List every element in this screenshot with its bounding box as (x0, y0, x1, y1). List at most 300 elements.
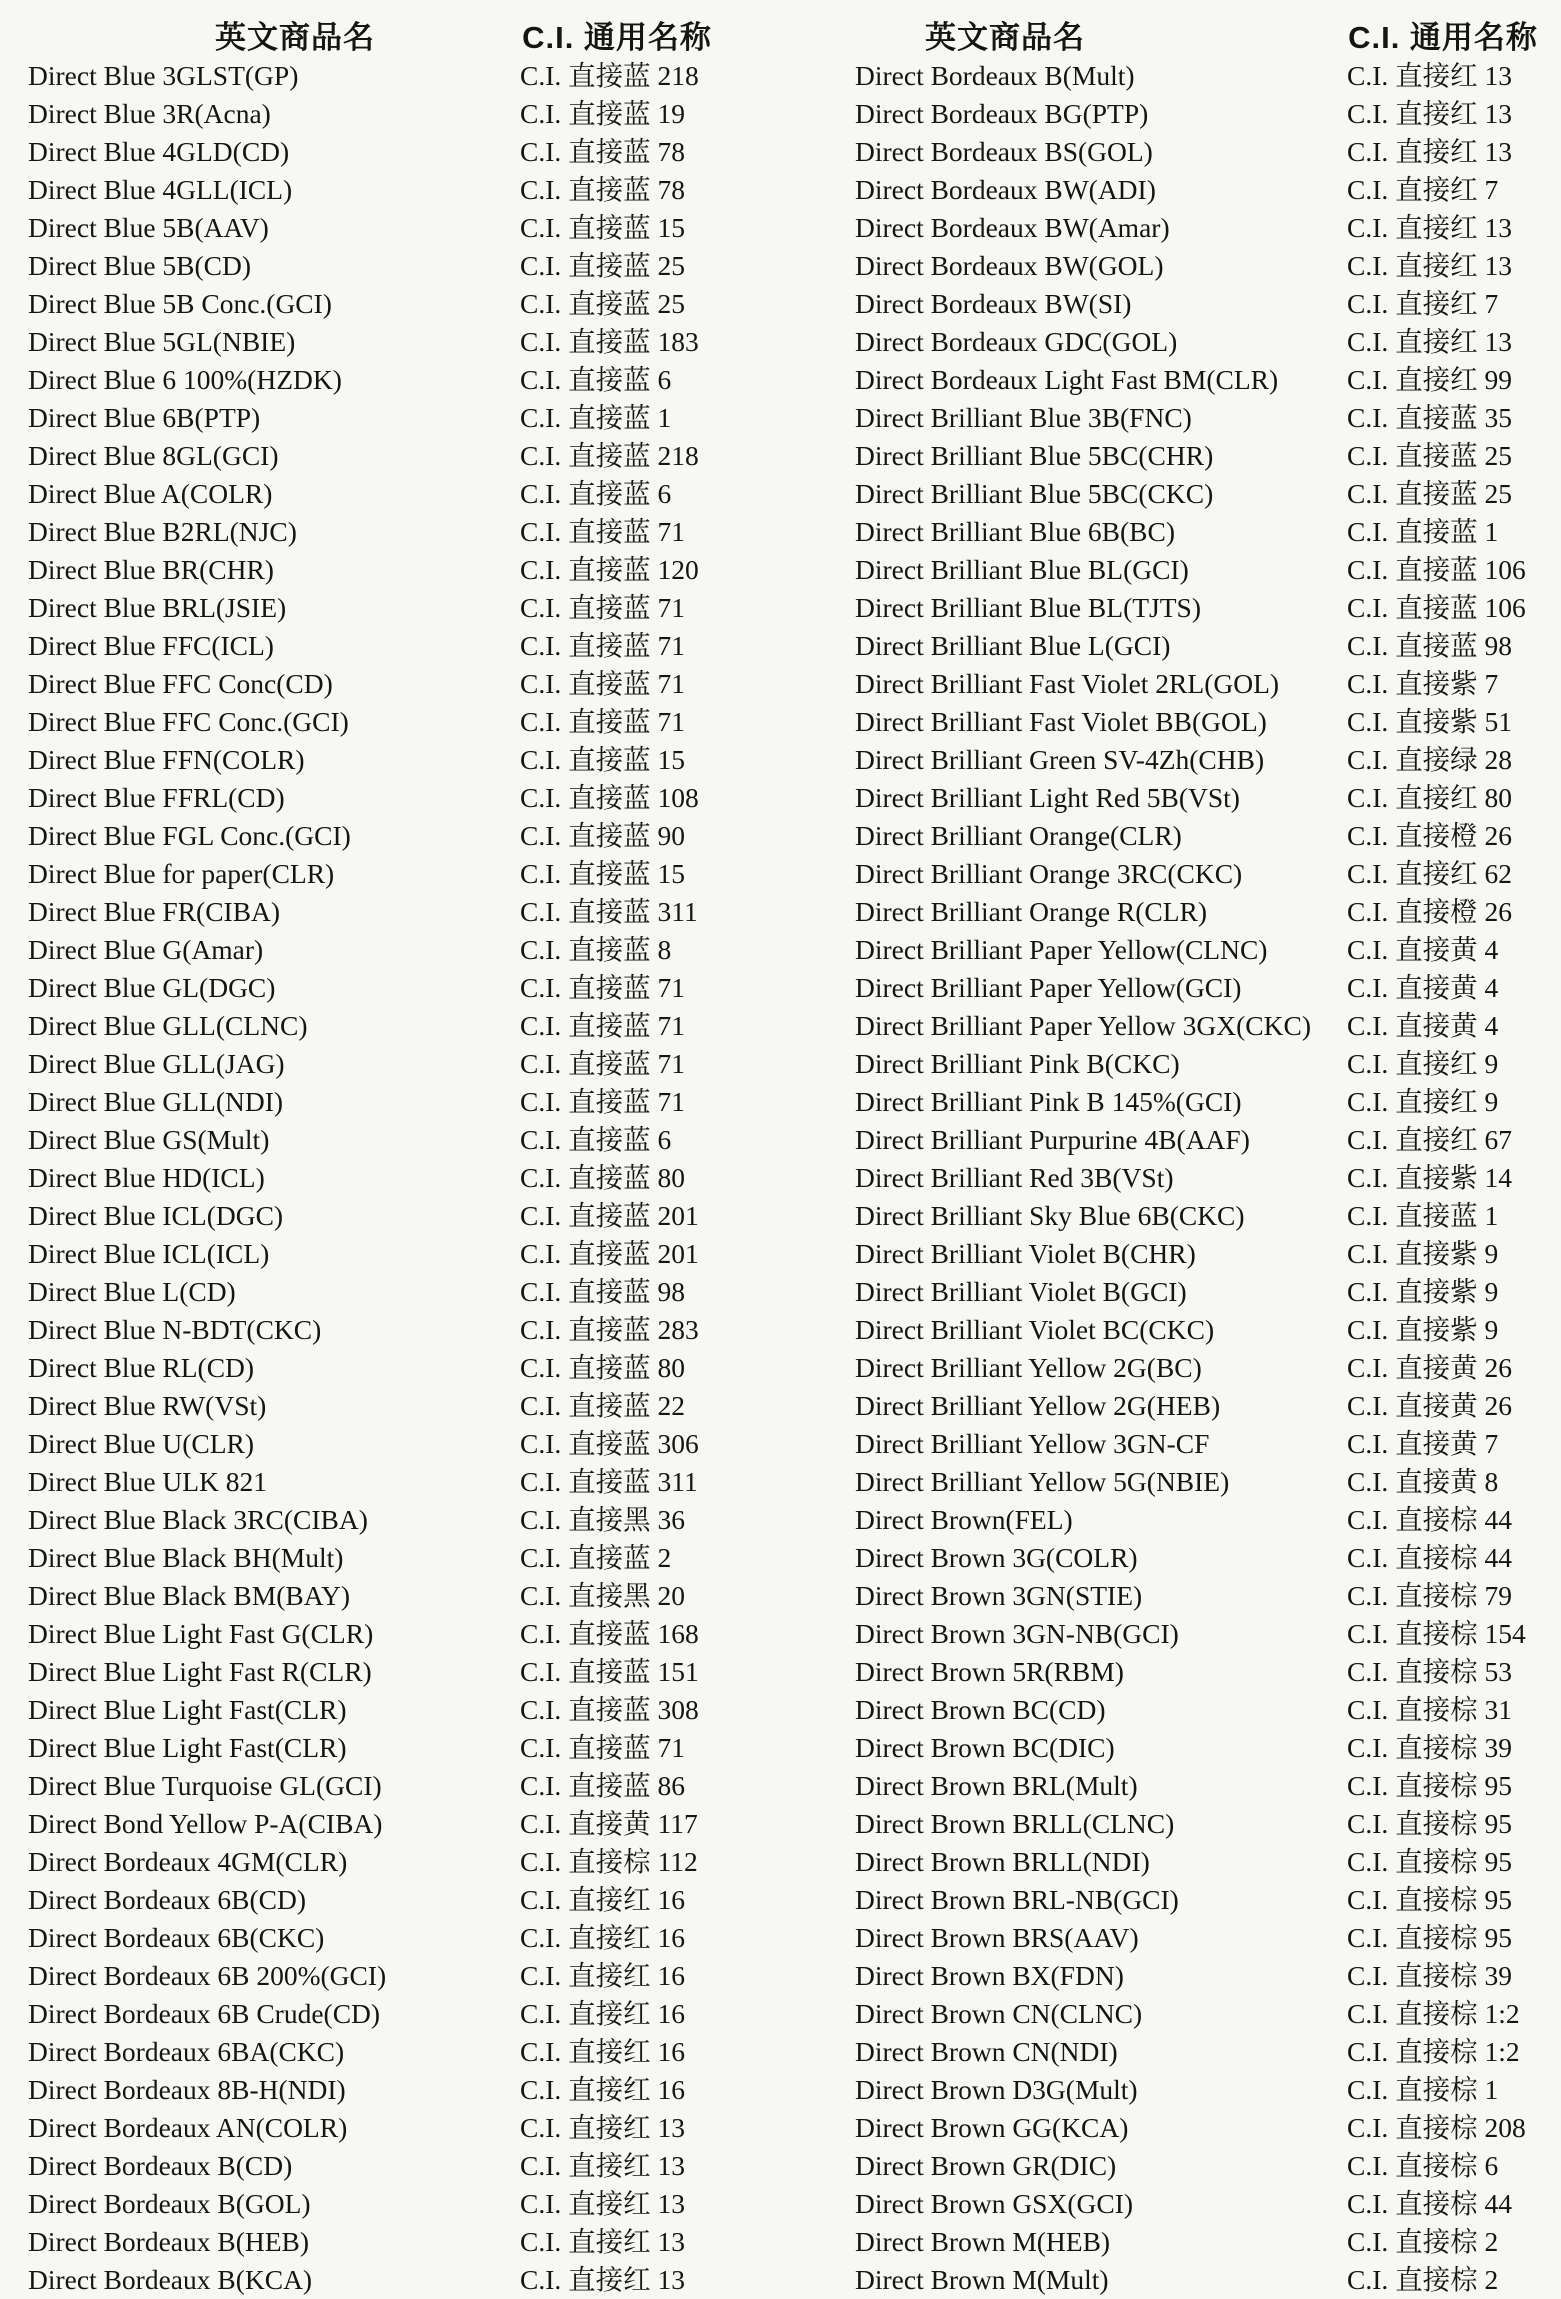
trade-name-cell: Direct Blue L(CD) (28, 1276, 236, 1307)
ci-name-cell: C.I. 直接紫 51 (1347, 706, 1512, 737)
ci-name-cell: C.I. 直接黄 4 (1347, 1010, 1499, 1041)
trade-name-cell: Direct Brown M(Mult) (855, 2264, 1109, 2295)
ci-name-cell: C.I. 直接棕 112 (520, 1846, 698, 1877)
ci-name-cell: C.I. 直接棕 44 (1347, 1542, 1512, 1573)
trade-name-cell: Direct Blue GS(Mult) (28, 1124, 270, 1155)
trade-name-cell: Direct Brown 3G(COLR) (855, 1542, 1138, 1573)
trade-name-cell: Direct Bordeaux AN(COLR) (28, 2112, 348, 2143)
table-row (780, 741, 1561, 779)
table-row (780, 2223, 1561, 2261)
table-row (780, 1425, 1561, 1463)
table-row (0, 133, 780, 171)
table-row (0, 1767, 780, 1805)
table-row (780, 475, 1561, 513)
trade-name-cell: Direct Blue for paper(CLR) (28, 858, 335, 889)
table-row (0, 779, 780, 817)
table-row (0, 1577, 780, 1615)
dye-table-right-column (780, 57, 1561, 2299)
table-row (780, 1729, 1561, 1767)
trade-name-cell: Direct Brilliant Purpurine 4B(AAF) (855, 1124, 1250, 1155)
ci-name-cell: C.I. 直接红 13 (520, 2264, 685, 2295)
trade-name-cell: Direct Blue ULK 821 (28, 1466, 268, 1497)
ci-name-cell: C.I. 直接红 13 (1347, 60, 1512, 91)
trade-name-cell: Direct Bordeaux BW(SI) (855, 288, 1132, 319)
table-row (0, 475, 780, 513)
table-row (780, 665, 1561, 703)
trade-name-cell: Direct Bordeaux B(HEB) (28, 2226, 310, 2257)
trade-name-cell: Direct Blue U(CLR) (28, 1428, 255, 1459)
table-row (780, 1083, 1561, 1121)
trade-name-cell: Direct Blue 4GLL(ICL) (28, 174, 293, 205)
ci-name-cell: C.I. 直接蓝 80 (520, 1162, 685, 1193)
table-row (780, 1539, 1561, 1577)
ci-name-cell: C.I. 直接蓝 98 (520, 1276, 685, 1307)
ci-name-cell: C.I. 直接蓝 25 (1347, 478, 1512, 509)
ci-name-cell: C.I. 直接绿 28 (1347, 744, 1512, 775)
trade-name-cell: Direct Blue RW(VSt) (28, 1390, 267, 1421)
trade-name-cell: Direct Blue FFRL(CD) (28, 782, 285, 813)
trade-name-cell: Direct Blue Light Fast R(CLR) (28, 1656, 372, 1687)
table-row (780, 513, 1561, 551)
trade-name-cell: Direct Brilliant Paper Yellow(CLNC) (855, 934, 1268, 965)
ci-name-cell: C.I. 直接蓝 151 (520, 1656, 699, 1687)
table-row (780, 1387, 1561, 1425)
ci-name-cell: C.I. 直接红 80 (1347, 782, 1512, 813)
trade-name-cell: Direct Blue GLL(NDI) (28, 1086, 284, 1117)
trade-name-cell: Direct Blue FFC Conc.(GCI) (28, 706, 349, 737)
ci-name-cell: C.I. 直接蓝 201 (520, 1238, 699, 1269)
trade-name-cell: Direct Bordeaux B(GOL) (28, 2188, 311, 2219)
ci-name-cell: C.I. 直接黄 8 (1347, 1466, 1499, 1497)
trade-name-cell: Direct Brilliant Blue 3B(FNC) (855, 402, 1192, 433)
ci-name-cell: C.I. 直接棕 2 (1347, 2226, 1499, 2257)
table-row (780, 57, 1561, 95)
table-row (0, 703, 780, 741)
table-row (0, 1691, 780, 1729)
table-row (0, 1957, 780, 1995)
trade-name-cell: Direct Blue B2RL(NJC) (28, 516, 297, 547)
table-row (0, 1615, 780, 1653)
ci-name-cell: C.I. 直接蓝 2 (520, 1542, 672, 1573)
ci-name-cell: C.I. 直接紫 9 (1347, 1238, 1499, 1269)
table-row (0, 741, 780, 779)
table-row (780, 1995, 1561, 2033)
trade-name-cell: Direct Brown BRS(AAV) (855, 1922, 1139, 1953)
header-trade-name-left: 英文商品名 (215, 20, 375, 55)
table-row (0, 1197, 780, 1235)
trade-name-cell: Direct Brown BC(CD) (855, 1694, 1106, 1725)
table-row (780, 1273, 1561, 1311)
trade-name-cell: Direct Blue 4GLD(CD) (28, 136, 290, 167)
ci-name-cell: C.I. 直接红 16 (520, 1960, 685, 1991)
ci-name-cell: C.I. 直接蓝 1 (1347, 1200, 1499, 1231)
ci-name-cell: C.I. 直接红 99 (1347, 364, 1512, 395)
table-row (780, 703, 1561, 741)
table-row (780, 969, 1561, 1007)
table-row (780, 1045, 1561, 1083)
ci-name-cell: C.I. 直接红 16 (520, 2036, 685, 2067)
trade-name-cell: Direct Brilliant Pink B 145%(GCI) (855, 1086, 1242, 1117)
trade-name-cell: Direct Blue 5B(CD) (28, 250, 252, 281)
trade-name-cell: Direct Blue RL(CD) (28, 1352, 255, 1383)
table-row (0, 1463, 780, 1501)
header-trade-name-right: 英文商品名 (925, 20, 1085, 55)
table-row (0, 1995, 780, 2033)
trade-name-cell: Direct Brilliant Orange(CLR) (855, 820, 1182, 851)
ci-name-cell: C.I. 直接蓝 218 (520, 60, 699, 91)
trade-name-cell: Direct Blue 6B(PTP) (28, 402, 261, 433)
table-row (780, 1007, 1561, 1045)
table-row (0, 2223, 780, 2261)
table-row (0, 1159, 780, 1197)
table-row (0, 95, 780, 133)
table-row (0, 2071, 780, 2109)
table-row (0, 1311, 780, 1349)
trade-name-cell: Direct Brown D3G(Mult) (855, 2074, 1138, 2105)
ci-name-cell: C.I. 直接棕 53 (1347, 1656, 1512, 1687)
ci-name-cell: C.I. 直接蓝 6 (520, 364, 672, 395)
trade-name-cell: Direct Blue GL(DGC) (28, 972, 276, 1003)
table-row (780, 209, 1561, 247)
ci-name-cell: C.I. 直接蓝 90 (520, 820, 685, 851)
table-row (0, 1349, 780, 1387)
ci-name-cell: C.I. 直接蓝 35 (1347, 402, 1512, 433)
dye-table-left-column (0, 57, 780, 2299)
trade-name-cell: Direct Brown 3GN(STIE) (855, 1580, 1143, 1611)
ci-name-cell: C.I. 直接红 13 (1347, 98, 1512, 129)
header-ci-name-right: C.I. 通用名称 (1348, 20, 1538, 55)
table-row (0, 1235, 780, 1273)
table-row (780, 361, 1561, 399)
table-row (0, 2109, 780, 2147)
ci-name-cell: C.I. 直接蓝 71 (520, 1048, 685, 1079)
trade-name-cell: Direct Brown BRL-NB(GCI) (855, 1884, 1179, 1915)
table-row (780, 133, 1561, 171)
table-row (780, 1501, 1561, 1539)
trade-name-cell: Direct Brown BRLL(NDI) (855, 1846, 1150, 1877)
table-row (780, 437, 1561, 475)
trade-name-cell: Direct Blue Black 3RC(CIBA) (28, 1504, 368, 1535)
trade-name-cell: Direct Bordeaux 6B(CD) (28, 1884, 306, 1915)
trade-name-cell: Direct Brilliant Red 3B(VSt) (855, 1162, 1174, 1193)
trade-name-cell: Direct Blue Black BH(Mult) (28, 1542, 344, 1573)
trade-name-cell: Direct Blue 3GLST(GP) (28, 60, 299, 91)
table-row (0, 1881, 780, 1919)
table-row (780, 1235, 1561, 1273)
ci-name-cell: C.I. 直接蓝 6 (520, 1124, 672, 1155)
trade-name-cell: Direct Brilliant Orange R(CLR) (855, 896, 1208, 927)
trade-name-cell: Direct Blue 5GL(NBIE) (28, 326, 296, 357)
ci-name-cell: C.I. 直接棕 1 (1347, 2074, 1499, 2105)
ci-name-cell: C.I. 直接蓝 71 (520, 592, 685, 623)
trade-name-cell: Direct Blue Light Fast G(CLR) (28, 1618, 374, 1649)
trade-name-cell: Direct Blue FFN(COLR) (28, 744, 305, 775)
ci-name-cell: C.I. 直接棕 2 (1347, 2264, 1499, 2295)
trade-name-cell: Direct Bond Yellow P-A(CIBA) (28, 1808, 383, 1839)
table-row (780, 1957, 1561, 1995)
table-row (780, 1197, 1561, 1235)
trade-name-cell: Direct Bordeaux BG(PTP) (855, 98, 1149, 129)
ci-name-cell: C.I. 直接红 9 (1347, 1048, 1499, 1079)
trade-name-cell: Direct Blue FFC Conc(CD) (28, 668, 333, 699)
trade-name-cell: Direct Blue BR(CHR) (28, 554, 274, 585)
table-row (0, 2185, 780, 2223)
trade-name-cell: Direct Bordeaux BW(Amar) (855, 212, 1170, 243)
table-row (780, 1121, 1561, 1159)
table-row (0, 437, 780, 475)
ci-name-cell: C.I. 直接橙 26 (1347, 896, 1512, 927)
trade-name-cell: Direct Bordeaux GDC(GOL) (855, 326, 1178, 357)
ci-name-cell: C.I. 直接棕 1:2 (1347, 1998, 1520, 2029)
table-row (780, 1349, 1561, 1387)
ci-name-cell: C.I. 直接蓝 120 (520, 554, 699, 585)
ci-name-cell: C.I. 直接红 16 (520, 1998, 685, 2029)
trade-name-cell: Direct Bordeaux B(CD) (28, 2150, 293, 2181)
ci-name-cell: C.I. 直接红 67 (1347, 1124, 1512, 1155)
table-row (780, 1653, 1561, 1691)
table-row (0, 1007, 780, 1045)
table-row (780, 247, 1561, 285)
table-row (780, 779, 1561, 817)
trade-name-cell: Direct Brilliant Paper Yellow 3GX(CKC) (855, 1010, 1311, 1041)
trade-name-cell: Direct Brilliant Yellow 2G(HEB) (855, 1390, 1221, 1421)
trade-name-cell: Direct Brilliant Violet BC(CKC) (855, 1314, 1215, 1345)
table-row (0, 1045, 780, 1083)
ci-name-cell: C.I. 直接棕 44 (1347, 1504, 1512, 1535)
ci-name-cell: C.I. 直接红 16 (520, 1922, 685, 1953)
ci-name-cell: C.I. 直接蓝 308 (520, 1694, 699, 1725)
trade-name-cell: Direct Bordeaux BS(GOL) (855, 136, 1153, 167)
ci-name-cell: C.I. 直接蓝 19 (520, 98, 685, 129)
table-row (0, 589, 780, 627)
trade-name-cell: Direct Blue 5B Conc.(GCI) (28, 288, 332, 319)
ci-name-cell: C.I. 直接蓝 78 (520, 174, 685, 205)
table-row (0, 171, 780, 209)
trade-name-cell: Direct Bordeaux 6BA(CKC) (28, 2036, 345, 2067)
trade-name-cell: Direct Blue FGL Conc.(GCI) (28, 820, 351, 851)
ci-name-cell: C.I. 直接棕 95 (1347, 1808, 1512, 1839)
ci-name-cell: C.I. 直接蓝 98 (1347, 630, 1512, 661)
ci-name-cell: C.I. 直接蓝 311 (520, 896, 698, 927)
trade-name-cell: Direct Blue Light Fast(CLR) (28, 1694, 347, 1725)
trade-name-cell: Direct Blue 6 100%(HZDK) (28, 364, 342, 395)
trade-name-cell: Direct Blue A(COLR) (28, 478, 273, 509)
ci-name-cell: C.I. 直接棕 39 (1347, 1732, 1512, 1763)
ci-name-cell: C.I. 直接蓝 71 (520, 630, 685, 661)
ci-name-cell: C.I. 直接红 13 (1347, 136, 1512, 167)
trade-name-cell: Direct Blue 3R(Acna) (28, 98, 271, 129)
ci-name-cell: C.I. 直接蓝 86 (520, 1770, 685, 1801)
trade-name-cell: Direct Brilliant Paper Yellow(GCI) (855, 972, 1242, 1003)
ci-name-cell: C.I. 直接蓝 8 (520, 934, 672, 965)
table-row (780, 399, 1561, 437)
table-row (780, 1159, 1561, 1197)
trade-name-cell: Direct Brilliant Blue 5BC(CHR) (855, 440, 1214, 471)
ci-name-cell: C.I. 直接红 16 (520, 1884, 685, 1915)
ci-name-cell: C.I. 直接黄 26 (1347, 1390, 1512, 1421)
table-row (0, 893, 780, 931)
trade-name-cell: Direct Brown BX(FDN) (855, 1960, 1124, 1991)
ci-name-cell: C.I. 直接紫 9 (1347, 1314, 1499, 1345)
table-row (780, 855, 1561, 893)
ci-name-cell: C.I. 直接蓝 218 (520, 440, 699, 471)
trade-name-cell: Direct Brilliant Yellow 5G(NBIE) (855, 1466, 1230, 1497)
trade-name-cell: Direct Brown BRL(Mult) (855, 1770, 1138, 1801)
trade-name-cell: Direct Brown GG(KCA) (855, 2112, 1129, 2143)
table-row (780, 1615, 1561, 1653)
ci-name-cell: C.I. 直接棕 95 (1347, 1846, 1512, 1877)
table-row (0, 931, 780, 969)
ci-name-cell: C.I. 直接紫 14 (1347, 1162, 1512, 1193)
table-row (780, 95, 1561, 133)
ci-name-cell: C.I. 直接蓝 71 (520, 668, 685, 699)
ci-name-cell: C.I. 直接蓝 283 (520, 1314, 699, 1345)
trade-name-cell: Direct Brilliant Fast Violet 2RL(GOL) (855, 668, 1280, 699)
table-row (0, 247, 780, 285)
trade-name-cell: Direct Brilliant Blue BL(TJTS) (855, 592, 1201, 623)
trade-name-cell: Direct Brilliant Green SV-4Zh(CHB) (855, 744, 1265, 775)
trade-name-cell: Direct Blue FFC(ICL) (28, 630, 274, 661)
trade-name-cell: Direct Brown CN(NDI) (855, 2036, 1118, 2067)
ci-name-cell: C.I. 直接蓝 106 (1347, 592, 1526, 623)
table-row (780, 2071, 1561, 2109)
trade-name-cell: Direct Brilliant Violet B(GCI) (855, 1276, 1187, 1307)
ci-name-cell: C.I. 直接黑 20 (520, 1580, 685, 1611)
trade-name-cell: Direct Brilliant Violet B(CHR) (855, 1238, 1196, 1269)
table-row (0, 2147, 780, 2185)
table-row (0, 1083, 780, 1121)
trade-name-cell: Direct Bordeaux 8B-H(NDI) (28, 2074, 346, 2105)
ci-name-cell: C.I. 直接蓝 25 (520, 288, 685, 319)
ci-name-cell: C.I. 直接红 13 (1347, 250, 1512, 281)
trade-name-cell: Direct Brown(FEL) (855, 1504, 1073, 1535)
table-row (0, 399, 780, 437)
ci-name-cell: C.I. 直接棕 79 (1347, 1580, 1512, 1611)
ci-name-cell: C.I. 直接蓝 78 (520, 136, 685, 167)
ci-name-cell: C.I. 直接红 9 (1347, 1086, 1499, 1117)
ci-name-cell: C.I. 直接黄 26 (1347, 1352, 1512, 1383)
ci-name-cell: C.I. 直接蓝 183 (520, 326, 699, 357)
trade-name-cell: Direct Brilliant Blue 6B(BC) (855, 516, 1176, 547)
trade-name-cell: Direct Blue N-BDT(CKC) (28, 1314, 322, 1345)
table-row (0, 1729, 780, 1767)
table-row (780, 1881, 1561, 1919)
trade-name-cell: Direct Blue Light Fast(CLR) (28, 1732, 347, 1763)
table-row (0, 665, 780, 703)
table-row (0, 1919, 780, 1957)
ci-name-cell: C.I. 直接红 16 (520, 2074, 685, 2105)
ci-name-cell: C.I. 直接蓝 71 (520, 706, 685, 737)
ci-name-cell: C.I. 直接黑 36 (520, 1504, 685, 1535)
ci-name-cell: C.I. 直接蓝 15 (520, 744, 685, 775)
trade-name-cell: Direct Brown BC(DIC) (855, 1732, 1115, 1763)
table-row (0, 361, 780, 399)
trade-name-cell: Direct Blue 8GL(GCI) (28, 440, 279, 471)
ci-name-cell: C.I. 直接棕 6 (1347, 2150, 1499, 2181)
ci-name-cell: C.I. 直接蓝 25 (520, 250, 685, 281)
trade-name-cell: Direct Brilliant Pink B(CKC) (855, 1048, 1180, 1079)
table-row (0, 551, 780, 589)
table-row (0, 1539, 780, 1577)
table-row (780, 2033, 1561, 2071)
ci-name-cell: C.I. 直接黄 117 (520, 1808, 698, 1839)
ci-name-cell: C.I. 直接红 7 (1347, 288, 1499, 319)
trade-name-cell: Direct Blue FR(CIBA) (28, 896, 281, 927)
ci-name-cell: C.I. 直接蓝 25 (1347, 440, 1512, 471)
trade-name-cell: Direct Brown GR(DIC) (855, 2150, 1117, 2181)
ci-name-cell: C.I. 直接红 13 (1347, 326, 1512, 357)
ci-name-cell: C.I. 直接紫 9 (1347, 1276, 1499, 1307)
table-row (780, 323, 1561, 361)
table-row (780, 2185, 1561, 2223)
table-row (780, 931, 1561, 969)
table-row (780, 1691, 1561, 1729)
table-row (780, 893, 1561, 931)
ci-name-cell: C.I. 直接蓝 311 (520, 1466, 698, 1497)
ci-name-cell: C.I. 直接蓝 80 (520, 1352, 685, 1383)
table-row (0, 1843, 780, 1881)
ci-name-cell: C.I. 直接棕 31 (1347, 1694, 1512, 1725)
table-row (0, 627, 780, 665)
table-row (0, 513, 780, 551)
trade-name-cell: Direct Bordeaux B(KCA) (28, 2264, 313, 2295)
ci-name-cell: C.I. 直接蓝 22 (520, 1390, 685, 1421)
table-row (0, 323, 780, 361)
trade-name-cell: Direct Bordeaux 6B(CKC) (28, 1922, 325, 1953)
ci-name-cell: C.I. 直接蓝 6 (520, 478, 672, 509)
ci-name-cell: C.I. 直接黄 4 (1347, 972, 1499, 1003)
ci-name-cell: C.I. 直接紫 7 (1347, 668, 1499, 699)
trade-name-cell: Direct Blue GLL(CLNC) (28, 1010, 308, 1041)
ci-name-cell: C.I. 直接红 13 (1347, 212, 1512, 243)
ci-name-cell: C.I. 直接蓝 306 (520, 1428, 699, 1459)
table-row (0, 209, 780, 247)
table-row (780, 1843, 1561, 1881)
ci-name-cell: C.I. 直接棕 154 (1347, 1618, 1526, 1649)
trade-name-cell: Direct Blue ICL(ICL) (28, 1238, 270, 1269)
table-row (0, 1653, 780, 1691)
trade-name-cell: Direct Brilliant Yellow 3GN-CF (855, 1428, 1210, 1459)
ci-name-cell: C.I. 直接蓝 1 (520, 402, 672, 433)
table-row (780, 2261, 1561, 2299)
ci-name-cell: C.I. 直接红 13 (520, 2226, 685, 2257)
ci-name-cell: C.I. 直接棕 1:2 (1347, 2036, 1520, 2067)
table-row (780, 1577, 1561, 1615)
ci-name-cell: C.I. 直接蓝 201 (520, 1200, 699, 1231)
table-row (780, 1805, 1561, 1843)
ci-name-cell: C.I. 直接黄 4 (1347, 934, 1499, 965)
table-row (780, 551, 1561, 589)
table-row (780, 2109, 1561, 2147)
trade-name-cell: Direct Brilliant Blue BL(GCI) (855, 554, 1189, 585)
ci-name-cell: C.I. 直接蓝 71 (520, 1086, 685, 1117)
trade-name-cell: Direct Brilliant Orange 3RC(CKC) (855, 858, 1243, 889)
ci-name-cell: C.I. 直接蓝 71 (520, 1732, 685, 1763)
ci-name-cell: C.I. 直接蓝 71 (520, 1010, 685, 1041)
table-row (0, 1805, 780, 1843)
table-row (780, 589, 1561, 627)
trade-name-cell: Direct Bordeaux BW(GOL) (855, 250, 1164, 281)
ci-name-cell: C.I. 直接棕 95 (1347, 1770, 1512, 1801)
table-row (780, 171, 1561, 209)
trade-name-cell: Direct Blue Black BM(BAY) (28, 1580, 351, 1611)
table-row (780, 817, 1561, 855)
header-ci-name-left: C.I. 通用名称 (522, 20, 712, 55)
ci-name-cell: C.I. 直接红 13 (520, 2112, 685, 2143)
table-row (0, 1425, 780, 1463)
ci-name-cell: C.I. 直接蓝 108 (520, 782, 699, 813)
trade-name-cell: Direct Blue BRL(JSIE) (28, 592, 287, 623)
